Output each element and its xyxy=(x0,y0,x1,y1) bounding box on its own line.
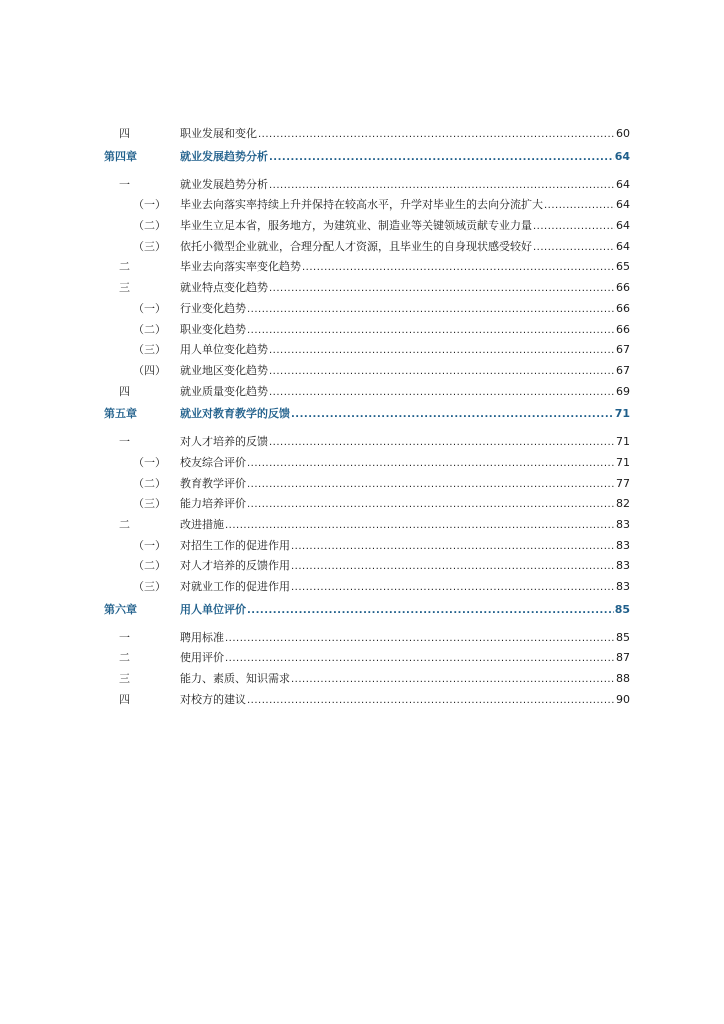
toc-entry-row[interactable] xyxy=(0,278,724,299)
toc-entry-row[interactable] xyxy=(0,216,724,237)
toc-chapter-row[interactable] xyxy=(0,402,724,432)
toc-entry-number: 一 xyxy=(119,177,130,191)
toc-page-number[interactable]: 69 xyxy=(616,384,630,398)
toc-entry-row[interactable] xyxy=(0,628,724,649)
toc-page-number[interactable]: 90 xyxy=(616,692,630,706)
toc-entry-line xyxy=(180,384,630,401)
toc-dot-leader xyxy=(269,281,615,297)
toc-entry-row[interactable] xyxy=(0,648,724,669)
toc-entry-number: 四 xyxy=(119,127,130,140)
toc-entry-line xyxy=(180,558,630,575)
toc-entry-number: （三） xyxy=(133,239,166,253)
toc-entry-line xyxy=(180,239,630,256)
toc-dot-leader xyxy=(225,631,615,647)
toc-page-number[interactable]: 82 xyxy=(616,497,630,511)
toc-entry-title[interactable]: 对人才培养的反馈 xyxy=(180,435,268,449)
toc-entry-number: 一 xyxy=(119,630,130,644)
toc-page-number[interactable]: 83 xyxy=(616,538,630,552)
toc-dot-leader xyxy=(302,260,615,276)
toc-dot-leader xyxy=(258,127,615,143)
toc-dot-leader xyxy=(269,435,615,451)
toc-entry-row[interactable] xyxy=(0,556,724,577)
toc-entry-title[interactable]: 用人单位评价 xyxy=(180,602,246,616)
toc-entry-row[interactable] xyxy=(0,382,724,403)
toc-entry-row[interactable] xyxy=(0,577,724,598)
toc-entry-line xyxy=(180,126,630,143)
toc-page-number[interactable]: 77 xyxy=(616,476,630,490)
toc-entry-line xyxy=(180,342,630,359)
toc-page-number[interactable]: 64 xyxy=(616,198,630,212)
toc-entry-title[interactable]: 就业发展趋势分析 xyxy=(180,149,268,163)
toc-dot-leader xyxy=(544,198,615,214)
toc-entry-title[interactable]: 能力培养评价 xyxy=(180,497,246,511)
toc-entry-line xyxy=(180,602,630,619)
toc-entry-title[interactable]: 能力、素质、知识需求 xyxy=(180,672,290,686)
toc-entry-title[interactable]: 就业特点变化趋势 xyxy=(180,281,268,295)
toc-entry-row[interactable] xyxy=(0,494,724,515)
toc-entry-number: 三 xyxy=(119,281,130,295)
toc-page-number[interactable]: 85 xyxy=(616,630,630,644)
toc-entry-number: （二） xyxy=(133,219,166,233)
toc-page-number[interactable]: 64 xyxy=(616,177,630,191)
toc-entry-row[interactable] xyxy=(0,432,724,453)
toc-entry-title[interactable]: 依托小微型企业就业，合理分配人才资源，且毕业生的自身现状感受较好 xyxy=(180,239,532,253)
toc-page-number[interactable]: 71 xyxy=(616,455,630,469)
toc-dot-leader xyxy=(269,178,615,194)
toc-entry-row[interactable] xyxy=(0,237,724,258)
toc-dot-leader xyxy=(269,343,615,359)
toc-entry-number: （四） xyxy=(133,363,166,377)
toc-page-number[interactable]: 67 xyxy=(616,363,630,377)
toc-entry-line xyxy=(180,259,630,276)
toc-dot-leader xyxy=(291,539,615,555)
toc-entry-number: 二 xyxy=(119,260,130,274)
toc-page-number[interactable]: 71 xyxy=(616,435,630,449)
toc-page-number[interactable]: 83 xyxy=(616,518,630,531)
toc-entry-number: （三） xyxy=(133,343,166,357)
toc-entry-line xyxy=(180,630,630,647)
toc-page-number[interactable]: 60 xyxy=(616,127,630,140)
toc-page-number[interactable]: 88 xyxy=(616,672,630,686)
toc-entry-line xyxy=(180,692,630,709)
toc-entry-title[interactable]: 教育教学评价 xyxy=(180,476,246,490)
toc-entry-line xyxy=(180,517,630,534)
toc-dot-leader xyxy=(269,364,615,380)
toc-entry-title[interactable]: 聘用标准 xyxy=(180,630,224,644)
toc-entry-row[interactable] xyxy=(0,474,724,495)
toc-page-number[interactable]: 64 xyxy=(616,219,630,233)
toc-dot-leader xyxy=(291,672,615,688)
toc-entry-number: 第五章 xyxy=(104,407,137,421)
toc-entry-line xyxy=(180,177,630,194)
toc-entry-number: 三 xyxy=(119,672,130,686)
toc-entry-line xyxy=(180,301,630,318)
toc-page-number[interactable]: 83 xyxy=(616,559,630,573)
toc-entry-title[interactable]: 职业变化趋势 xyxy=(180,322,246,336)
toc-entry-title[interactable]: 职业发展和变化 xyxy=(180,127,257,140)
toc-entry-title[interactable]: 校友综合评价 xyxy=(180,455,246,469)
toc-entry-title[interactable]: 行业变化趋势 xyxy=(180,301,246,315)
toc-entry-number: 四 xyxy=(119,692,130,706)
toc-dot-leader xyxy=(247,497,615,513)
toc-entry-number: 第四章 xyxy=(104,149,137,163)
toc-entry-number: 四 xyxy=(119,384,130,398)
toc-dot-leader xyxy=(291,407,614,423)
toc-dot-leader xyxy=(291,580,615,596)
toc-dot-leader xyxy=(247,477,615,493)
toc-entry-number: （一） xyxy=(133,301,166,315)
toc-entry-line xyxy=(180,496,630,513)
toc-entry-number: （二） xyxy=(133,476,166,490)
toc-entry-title[interactable]: 改进措施 xyxy=(180,518,224,531)
toc-page-number[interactable]: 66 xyxy=(616,301,630,315)
toc-dot-leader xyxy=(247,693,615,709)
toc-entry-row[interactable] xyxy=(0,340,724,361)
toc-entry-line xyxy=(180,197,630,214)
toc-page-number[interactable]: 87 xyxy=(616,651,630,665)
toc-entry-title[interactable]: 就业质量变化趋势 xyxy=(180,384,268,398)
toc-entry-row[interactable] xyxy=(0,175,724,196)
toc-entry-number: （三） xyxy=(133,497,166,511)
toc-entry-line xyxy=(180,280,630,297)
toc-entry-line xyxy=(180,538,630,555)
toc-page-number[interactable]: 83 xyxy=(616,580,630,594)
toc-entry-line xyxy=(180,218,630,235)
toc-dot-leader xyxy=(247,603,614,619)
toc-dot-leader xyxy=(247,302,615,318)
toc-entry-number: （二） xyxy=(133,559,166,573)
toc-entry-line xyxy=(180,406,630,423)
toc-entry-title[interactable]: 对人才培养的反馈作用 xyxy=(180,559,290,573)
toc-page-number[interactable]: 64 xyxy=(614,149,630,163)
toc-entry-number: 二 xyxy=(119,651,130,665)
toc-entry-row[interactable] xyxy=(0,361,724,382)
toc-entry-row[interactable] xyxy=(0,257,724,278)
toc-dot-leader xyxy=(247,456,615,472)
toc-entry-number: （一） xyxy=(133,198,166,212)
toc-entry-title[interactable]: 毕业生立足本省，服务地方，为建筑业、制造业等关键领域贡献专业力量 xyxy=(180,219,532,233)
toc-page-number[interactable]: 85 xyxy=(614,602,630,616)
toc-page-number[interactable]: 64 xyxy=(616,239,630,253)
toc-entry-number: 一 xyxy=(119,435,130,449)
toc-dot-leader xyxy=(291,559,615,575)
toc-entry-line xyxy=(180,650,630,667)
toc-entry-row[interactable] xyxy=(0,536,724,557)
toc-entry-line xyxy=(180,434,630,451)
toc-entry-number: 第六章 xyxy=(104,602,137,616)
toc-entry-number: 二 xyxy=(119,518,130,531)
toc-entry-number: （三） xyxy=(133,580,166,594)
toc-entry-title[interactable]: 对就业工作的促进作用 xyxy=(180,580,290,594)
toc-page-number[interactable]: 71 xyxy=(614,407,630,421)
toc-entry-title[interactable]: 对招生工作的促进作用 xyxy=(180,538,290,552)
toc-entry-row[interactable] xyxy=(0,453,724,474)
toc-entry-line xyxy=(180,322,630,339)
toc-page-number[interactable]: 66 xyxy=(616,281,630,295)
toc-entry-line xyxy=(180,476,630,493)
toc-dot-leader xyxy=(269,150,614,166)
toc-entry-title[interactable]: 毕业去向落实率持续上升并保持在较高水平，升学对毕业生的去向分流扩大 xyxy=(180,198,543,212)
toc-entry-line xyxy=(180,579,630,596)
toc-entry-title[interactable]: 对校方的建议 xyxy=(180,692,246,706)
toc-entry-title[interactable]: 使用评价 xyxy=(180,651,224,665)
toc-entry-line xyxy=(180,671,630,688)
toc-entry-row[interactable] xyxy=(0,669,724,690)
toc-entry-row[interactable] xyxy=(0,299,724,320)
toc-page-number[interactable]: 66 xyxy=(616,322,630,336)
table-of-contents xyxy=(0,124,724,711)
toc-entry-line xyxy=(180,149,630,166)
toc-entry-title[interactable]: 就业对教育教学的反馈 xyxy=(180,407,290,421)
toc-chapter-row[interactable] xyxy=(0,145,724,175)
toc-entry-line xyxy=(180,455,630,472)
toc-entry-title[interactable]: 用人单位变化趋势 xyxy=(180,343,268,357)
toc-entry-row[interactable] xyxy=(0,195,724,216)
toc-dot-leader xyxy=(533,219,615,235)
toc-page-number[interactable]: 65 xyxy=(616,260,630,274)
toc-dot-leader xyxy=(225,518,615,534)
toc-entry-line xyxy=(180,363,630,380)
toc-entry-number: （一） xyxy=(133,455,166,469)
toc-entry-title[interactable]: 毕业去向落实率变化趋势 xyxy=(180,260,301,274)
toc-dot-leader xyxy=(247,323,615,339)
toc-entry-title[interactable]: 就业地区变化趋势 xyxy=(180,363,268,377)
toc-dot-leader xyxy=(225,651,615,667)
toc-entry-number: （二） xyxy=(133,322,166,336)
toc-entry-row[interactable] xyxy=(0,320,724,341)
toc-chapter-row[interactable] xyxy=(0,598,724,628)
toc-entry-number: （一） xyxy=(133,538,166,552)
toc-dot-leader xyxy=(269,385,615,401)
toc-entry-row[interactable] xyxy=(0,690,724,711)
toc-page-number[interactable]: 67 xyxy=(616,343,630,357)
toc-entry-title[interactable]: 就业发展趋势分析 xyxy=(180,177,268,191)
toc-dot-leader xyxy=(533,240,615,256)
toc-entry-row[interactable] xyxy=(0,515,724,536)
toc-entry-row[interactable] xyxy=(0,124,724,145)
